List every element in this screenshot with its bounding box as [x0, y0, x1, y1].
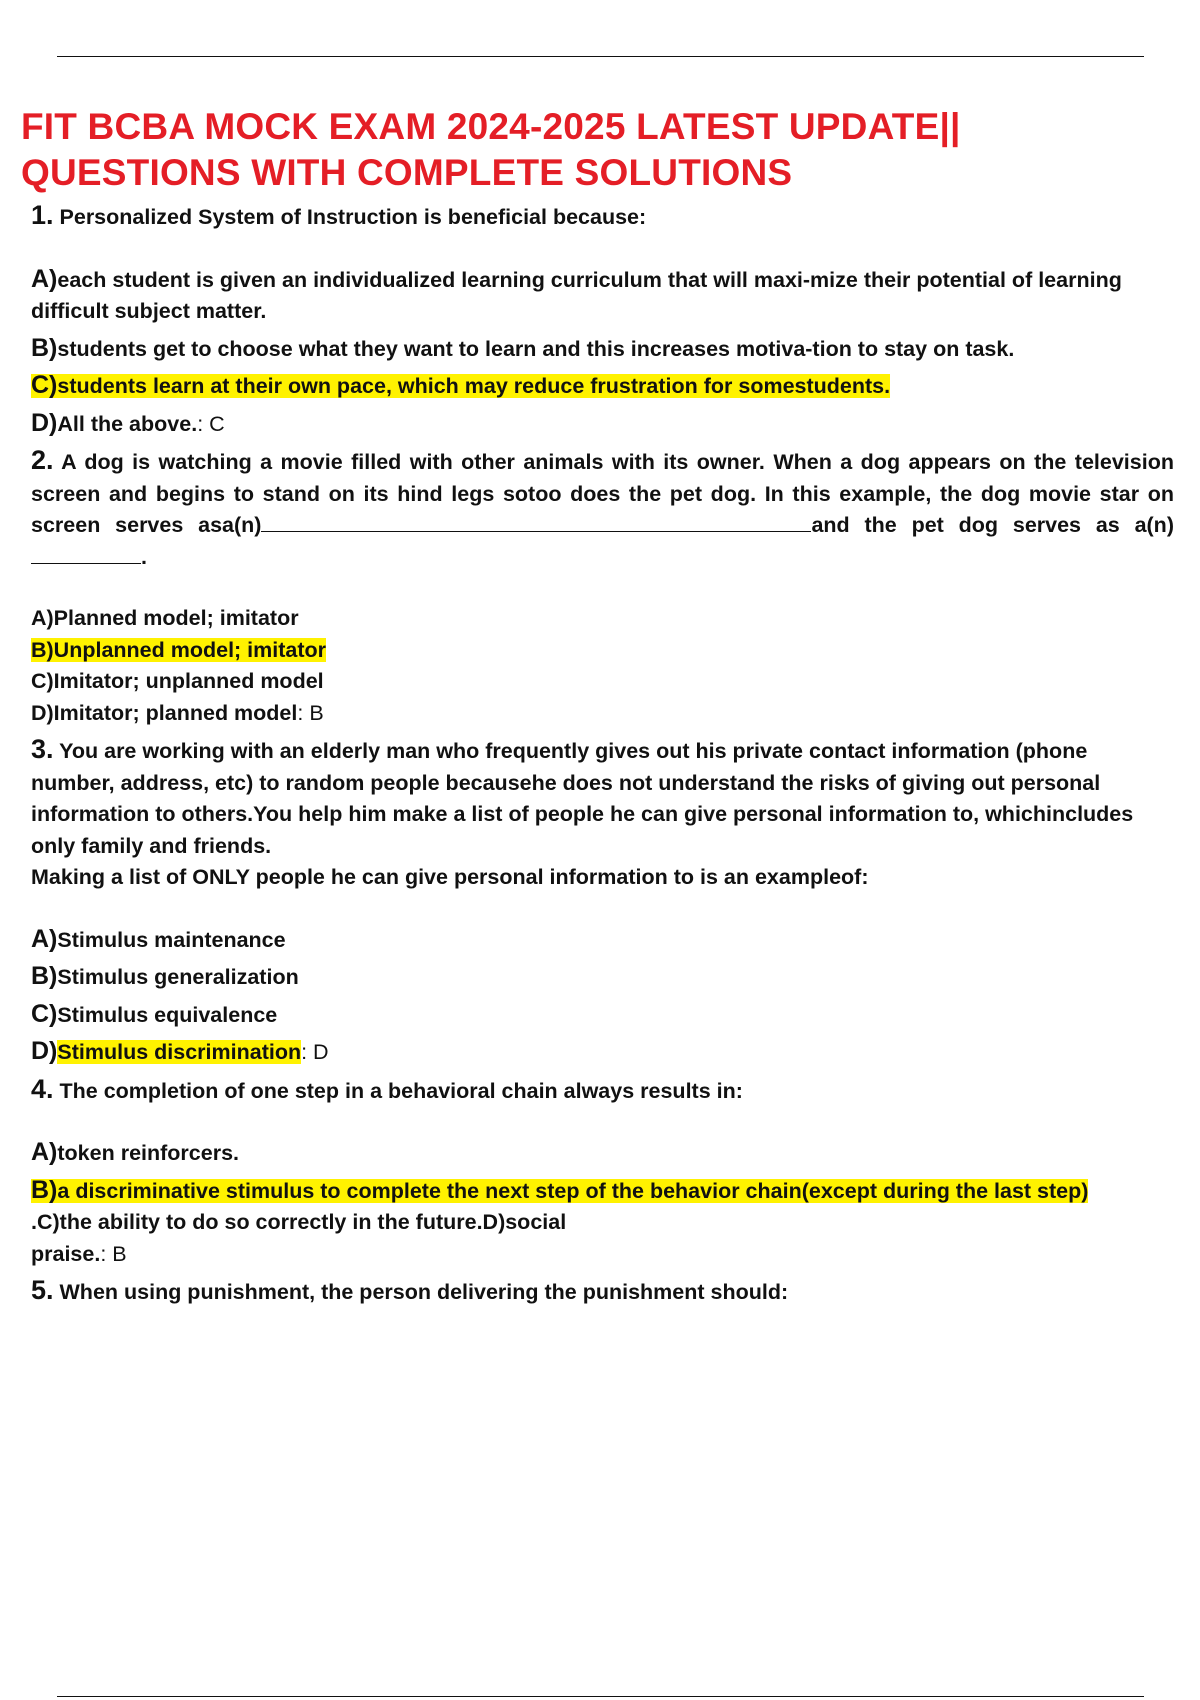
option-4b-correct — [31, 1175, 1174, 1208]
answer-key: : C — [197, 411, 225, 436]
question-number: 1. — [31, 200, 54, 230]
option-1a — [31, 264, 1174, 328]
question-text: When using punishment, the person delivering the punishment should: — [59, 1280, 789, 1304]
question-number: 3. — [31, 734, 54, 764]
question-list — [31, 200, 1174, 1309]
option-2a: A)Planned model; imitator — [31, 606, 299, 630]
title-line-1: FIT BCBA MOCK EXAM 2024-2025 LATEST UPDATE|| — [21, 106, 961, 147]
question-text-end: . — [141, 544, 147, 569]
option-letter: A) — [31, 924, 58, 953]
question-text: A dog is watching a movie filled with other animals with its owner. When a dog appears on the television screen and begins to stand on its hind legs sotoo does the pet dog. In this example, the dog movie star on screen serves asa(n) — [31, 450, 1174, 537]
option-4a — [31, 1137, 1174, 1170]
question-number: 5. — [31, 1275, 54, 1305]
option-text: each student is given an individualized learning curriculum that will maxi-mize their potential of learning difficult subject matter. — [31, 267, 1122, 323]
option-letter: A) — [31, 1138, 58, 1166]
top-rule — [57, 56, 1144, 57]
option-3a — [31, 924, 1174, 957]
option-4d-end — [31, 1239, 1174, 1271]
question-text: Personalized System of Instruction is beneficial because: — [59, 205, 647, 229]
option-text: Stimulus generalization — [57, 965, 299, 989]
answer-key: : B — [100, 1241, 127, 1266]
option-letter: A) — [31, 264, 58, 293]
question-1 — [31, 200, 1174, 234]
question-text-continued: and the pet dog serves as a(n) — [811, 513, 1174, 537]
answer-highlight — [31, 371, 891, 399]
option-3d-correct — [31, 1036, 1174, 1069]
option-2b-correct — [31, 635, 1174, 667]
option-letter: C) — [31, 371, 58, 399]
option-text: Stimulus maintenance — [57, 927, 286, 952]
question-text: You are working with an elderly man who frequently gives out his private contact information (phone number, address, etc) to random people becausehe does not understand the risks of giving out personal information to others.You help him make a list of people he can give personal information to, whichincludes only family and friends. — [31, 739, 1134, 858]
option-text: students get to choose what they want to learn and this increases motiva-tion to stay on task. — [57, 336, 1015, 361]
option-4c-d: .C)the ability to do so correctly in the future.D)social — [31, 1210, 567, 1234]
option-1c-correct — [31, 370, 1174, 403]
question-3-prompt: Making a list of ONLY people he can give personal information to is an exampleof: — [31, 865, 869, 889]
answer-key: : D — [301, 1040, 329, 1064]
document-title — [21, 104, 1171, 196]
answer-highlight: B)Unplanned model; imitator — [31, 637, 327, 662]
option-text: students learn at their own pace, which may reduce frustration for somestudents. — [57, 374, 891, 398]
option-text: token reinforcers. — [57, 1141, 240, 1165]
option-letter: B) — [31, 1175, 58, 1204]
question-text: The completion of one step in a behavioral chain always results in: — [59, 1078, 743, 1103]
option-1b — [31, 333, 1174, 366]
question-number: 2. — [31, 445, 54, 475]
question-4 — [31, 1074, 1174, 1108]
question-3 — [31, 734, 1174, 862]
option-text: Stimulus equivalence — [57, 1002, 278, 1027]
answer-highlight: Stimulus discrimination — [57, 1040, 302, 1064]
option-text: All the above. — [57, 411, 198, 436]
fill-in-blank — [261, 511, 811, 532]
option-text: praise. — [31, 1241, 101, 1266]
question-number: 4. — [31, 1073, 54, 1104]
option-1d — [31, 408, 1174, 441]
question-2 — [31, 445, 1174, 573]
option-text: D)Imitator; planned model — [31, 700, 298, 725]
answer-key: : B — [297, 700, 324, 725]
bottom-rule — [57, 1696, 1144, 1697]
option-2c: C)Imitator; unplanned model — [31, 669, 324, 693]
option-letter: D) — [31, 1037, 58, 1065]
answer-highlight — [31, 1175, 1089, 1204]
title-line-2: QUESTIONS WITH COMPLETE SOLUTIONS — [21, 152, 793, 193]
option-letter: D) — [31, 408, 58, 437]
option-letter: B) — [31, 962, 58, 990]
option-3c — [31, 999, 1174, 1032]
option-text: a discriminative stimulus to complete the next step of the behavior chain(except during the last step) — [57, 1178, 1089, 1203]
option-2d — [31, 698, 1174, 730]
question-5 — [31, 1275, 1174, 1309]
option-letter: C) — [31, 999, 58, 1028]
option-letter: B) — [31, 333, 58, 362]
fill-in-blank — [31, 543, 141, 564]
option-3b — [31, 961, 1174, 994]
